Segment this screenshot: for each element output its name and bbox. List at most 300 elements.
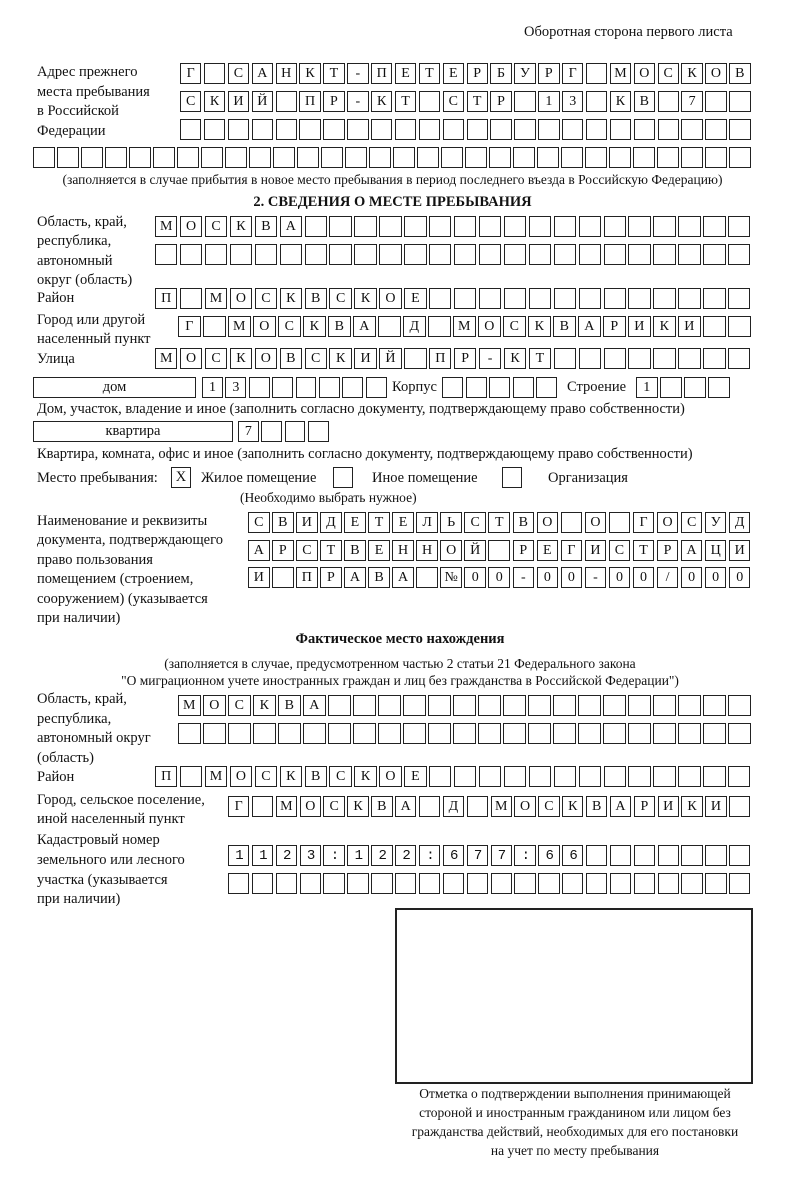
char-cell[interactable]: К <box>681 63 702 84</box>
char-cell[interactable]: М <box>155 348 177 369</box>
char-cell[interactable]: Р <box>490 91 511 112</box>
char-cell[interactable] <box>703 766 725 787</box>
char-cell[interactable] <box>703 348 725 369</box>
char-cell[interactable]: Т <box>467 91 488 112</box>
char-cell[interactable]: О <box>634 63 655 84</box>
char-cell[interactable] <box>285 421 306 442</box>
char-cell[interactable] <box>299 119 320 140</box>
char-cell[interactable] <box>578 695 601 716</box>
char-cell[interactable]: 7 <box>238 421 259 442</box>
char-cell[interactable]: Д <box>729 512 751 533</box>
char-cell[interactable] <box>579 216 601 237</box>
char-cell[interactable] <box>228 723 251 744</box>
char-cell[interactable] <box>554 766 576 787</box>
char-cell[interactable]: К <box>347 796 368 817</box>
char-cell[interactable] <box>369 147 391 168</box>
char-cell[interactable] <box>81 147 103 168</box>
char-cell[interactable]: М <box>205 766 227 787</box>
char-cell[interactable] <box>604 244 626 265</box>
char-cell[interactable] <box>441 147 463 168</box>
char-cell[interactable] <box>628 695 651 716</box>
char-cell[interactable]: П <box>296 567 318 588</box>
char-cell[interactable] <box>323 119 344 140</box>
char-cell[interactable] <box>273 147 295 168</box>
char-cell[interactable]: И <box>296 512 318 533</box>
char-cell[interactable] <box>467 873 488 894</box>
char-cell[interactable] <box>504 766 526 787</box>
char-cell[interactable]: У <box>705 512 727 533</box>
char-cell[interactable] <box>442 377 463 398</box>
char-cell[interactable] <box>657 147 679 168</box>
char-cell[interactable]: К <box>204 91 225 112</box>
char-cell[interactable] <box>653 723 676 744</box>
char-cell[interactable] <box>419 873 440 894</box>
char-cell[interactable] <box>296 377 317 398</box>
char-cell[interactable] <box>653 695 676 716</box>
char-cell[interactable]: Е <box>368 540 390 561</box>
char-cell[interactable] <box>604 766 626 787</box>
char-cell[interactable]: К <box>253 695 276 716</box>
char-cell[interactable] <box>261 421 282 442</box>
char-cell[interactable] <box>529 766 551 787</box>
char-cell[interactable] <box>428 723 451 744</box>
char-cell[interactable]: И <box>678 316 701 337</box>
char-cell[interactable] <box>129 147 151 168</box>
char-cell[interactable]: М <box>155 216 177 237</box>
char-cell[interactable] <box>728 723 751 744</box>
stay-checkbox-residential[interactable]: X <box>171 467 191 488</box>
char-cell[interactable] <box>628 244 650 265</box>
char-cell[interactable] <box>429 766 451 787</box>
char-cell[interactable] <box>429 216 451 237</box>
char-cell[interactable]: С <box>681 512 703 533</box>
char-cell[interactable]: В <box>553 316 576 337</box>
char-cell[interactable] <box>536 377 557 398</box>
char-cell[interactable] <box>395 119 416 140</box>
char-cell[interactable]: Р <box>513 540 535 561</box>
char-cell[interactable]: 0 <box>633 567 655 588</box>
char-cell[interactable]: В <box>729 63 750 84</box>
char-cell[interactable] <box>529 216 551 237</box>
char-cell[interactable]: К <box>562 796 583 817</box>
char-cell[interactable]: С <box>205 348 227 369</box>
char-cell[interactable] <box>653 348 675 369</box>
char-cell[interactable]: К <box>280 766 302 787</box>
char-cell[interactable]: Р <box>657 540 679 561</box>
char-cell[interactable]: И <box>658 796 679 817</box>
char-cell[interactable]: Т <box>633 540 655 561</box>
char-cell[interactable] <box>681 873 702 894</box>
char-cell[interactable] <box>653 244 675 265</box>
char-cell[interactable]: Е <box>392 512 414 533</box>
char-cell[interactable]: О <box>180 348 202 369</box>
char-cell[interactable] <box>504 216 526 237</box>
char-cell[interactable] <box>703 316 726 337</box>
char-cell[interactable] <box>579 288 601 309</box>
char-cell[interactable]: В <box>272 512 294 533</box>
char-cell[interactable]: Р <box>272 540 294 561</box>
char-cell[interactable] <box>681 119 702 140</box>
char-cell[interactable]: Г <box>562 63 583 84</box>
char-cell[interactable] <box>454 288 476 309</box>
char-cell[interactable] <box>403 723 426 744</box>
char-cell[interactable] <box>553 723 576 744</box>
char-cell[interactable] <box>228 119 249 140</box>
char-cell[interactable] <box>703 288 725 309</box>
char-cell[interactable]: Т <box>320 540 342 561</box>
char-cell[interactable] <box>728 244 750 265</box>
char-cell[interactable] <box>504 244 526 265</box>
char-cell[interactable]: Н <box>416 540 438 561</box>
char-cell[interactable]: Й <box>252 91 273 112</box>
char-cell[interactable]: К <box>528 316 551 337</box>
char-cell[interactable]: Е <box>404 766 426 787</box>
char-cell[interactable] <box>705 91 726 112</box>
char-cell[interactable] <box>454 244 476 265</box>
char-cell[interactable]: Т <box>395 91 416 112</box>
char-cell[interactable] <box>513 147 535 168</box>
char-cell[interactable]: - <box>585 567 607 588</box>
char-cell[interactable]: Г <box>561 540 583 561</box>
char-cell[interactable] <box>428 695 451 716</box>
char-cell[interactable] <box>579 244 601 265</box>
char-cell[interactable] <box>529 244 551 265</box>
char-cell[interactable]: М <box>276 796 297 817</box>
char-cell[interactable]: А <box>252 63 273 84</box>
char-cell[interactable] <box>703 723 726 744</box>
char-cell[interactable]: 0 <box>488 567 510 588</box>
char-cell[interactable]: С <box>248 512 270 533</box>
char-cell[interactable] <box>554 288 576 309</box>
char-cell[interactable] <box>514 91 535 112</box>
char-cell[interactable] <box>453 723 476 744</box>
char-cell[interactable]: Е <box>404 288 426 309</box>
char-cell[interactable] <box>503 723 526 744</box>
char-cell[interactable] <box>586 873 607 894</box>
char-cell[interactable]: С <box>503 316 526 337</box>
char-cell[interactable]: К <box>504 348 526 369</box>
char-cell[interactable] <box>252 119 273 140</box>
char-cell[interactable] <box>33 147 55 168</box>
char-cell[interactable] <box>705 147 727 168</box>
stay-checkbox-other[interactable] <box>333 467 353 488</box>
char-cell[interactable]: О <box>657 512 679 533</box>
char-cell[interactable]: О <box>255 348 277 369</box>
char-cell[interactable] <box>478 723 501 744</box>
char-cell[interactable] <box>528 695 551 716</box>
char-cell[interactable]: В <box>255 216 277 237</box>
char-cell[interactable]: О <box>230 766 252 787</box>
char-cell[interactable] <box>610 873 631 894</box>
char-cell[interactable]: Д <box>443 796 464 817</box>
char-cell[interactable] <box>528 723 551 744</box>
char-cell[interactable] <box>604 216 626 237</box>
char-cell[interactable]: П <box>299 91 320 112</box>
char-cell[interactable]: В <box>328 316 351 337</box>
char-cell[interactable]: А <box>303 695 326 716</box>
char-cell[interactable] <box>479 244 501 265</box>
char-cell[interactable] <box>728 766 750 787</box>
char-cell[interactable]: Т <box>488 512 510 533</box>
char-cell[interactable] <box>201 147 223 168</box>
char-cell[interactable] <box>586 91 607 112</box>
char-cell[interactable]: 0 <box>464 567 486 588</box>
char-cell[interactable]: К <box>610 91 631 112</box>
char-cell[interactable] <box>586 119 607 140</box>
char-cell[interactable] <box>255 244 277 265</box>
char-cell[interactable]: В <box>368 567 390 588</box>
char-cell[interactable] <box>371 873 392 894</box>
char-cell[interactable]: Е <box>344 512 366 533</box>
char-cell[interactable] <box>729 873 750 894</box>
char-cell[interactable]: К <box>354 766 376 787</box>
char-cell[interactable]: И <box>228 91 249 112</box>
char-cell[interactable] <box>393 147 415 168</box>
char-cell[interactable] <box>300 873 321 894</box>
char-cell[interactable] <box>428 316 451 337</box>
char-cell[interactable]: М <box>178 695 201 716</box>
char-cell[interactable] <box>278 723 301 744</box>
char-cell[interactable]: Е <box>537 540 559 561</box>
char-cell[interactable] <box>678 723 701 744</box>
char-cell[interactable] <box>205 244 227 265</box>
char-cell[interactable]: В <box>513 512 535 533</box>
char-cell[interactable]: Т <box>529 348 551 369</box>
char-cell[interactable]: М <box>453 316 476 337</box>
char-cell[interactable] <box>321 147 343 168</box>
char-cell[interactable]: П <box>429 348 451 369</box>
char-cell[interactable] <box>252 796 273 817</box>
char-cell[interactable] <box>308 421 329 442</box>
char-cell[interactable] <box>603 723 626 744</box>
char-cell[interactable]: / <box>657 567 679 588</box>
char-cell[interactable] <box>513 377 534 398</box>
char-cell[interactable]: С <box>180 91 201 112</box>
char-cell[interactable]: В <box>344 540 366 561</box>
char-cell[interactable] <box>328 695 351 716</box>
char-cell[interactable]: 3 <box>562 91 583 112</box>
char-cell[interactable] <box>228 873 249 894</box>
char-cell[interactable]: Н <box>276 63 297 84</box>
char-cell[interactable]: С <box>323 796 344 817</box>
char-cell[interactable] <box>272 377 293 398</box>
char-cell[interactable] <box>253 723 276 744</box>
char-cell[interactable] <box>329 216 351 237</box>
char-cell[interactable]: О <box>514 796 535 817</box>
char-cell[interactable] <box>604 348 626 369</box>
char-cell[interactable] <box>653 766 675 787</box>
char-cell[interactable] <box>319 377 340 398</box>
char-cell[interactable] <box>609 147 631 168</box>
char-cell[interactable]: А <box>610 796 631 817</box>
char-cell[interactable] <box>610 119 631 140</box>
char-cell[interactable] <box>57 147 79 168</box>
char-cell[interactable]: В <box>371 796 392 817</box>
char-cell[interactable]: С <box>329 766 351 787</box>
char-cell[interactable]: А <box>353 316 376 337</box>
char-cell[interactable] <box>554 216 576 237</box>
char-cell[interactable]: Й <box>379 348 401 369</box>
char-cell[interactable]: В <box>305 766 327 787</box>
char-cell[interactable] <box>578 723 601 744</box>
char-cell[interactable] <box>443 873 464 894</box>
char-cell[interactable] <box>561 512 583 533</box>
char-cell[interactable] <box>204 119 225 140</box>
char-cell[interactable]: - <box>347 63 368 84</box>
char-cell[interactable]: О <box>537 512 559 533</box>
char-cell[interactable] <box>454 766 476 787</box>
char-cell[interactable]: Р <box>320 567 342 588</box>
char-cell[interactable]: В <box>305 288 327 309</box>
char-cell[interactable] <box>371 119 392 140</box>
char-cell[interactable] <box>579 348 601 369</box>
char-cell[interactable]: 0 <box>609 567 631 588</box>
char-cell[interactable] <box>489 147 511 168</box>
char-cell[interactable]: Р <box>467 63 488 84</box>
char-cell[interactable] <box>280 244 302 265</box>
char-cell[interactable] <box>562 873 583 894</box>
char-cell[interactable] <box>660 377 682 398</box>
char-cell[interactable]: Е <box>443 63 464 84</box>
char-cell[interactable] <box>491 873 512 894</box>
char-cell[interactable] <box>658 91 679 112</box>
char-cell[interactable]: М <box>228 316 251 337</box>
char-cell[interactable]: И <box>729 540 751 561</box>
char-cell[interactable] <box>678 216 700 237</box>
char-cell[interactable]: 1 <box>538 91 559 112</box>
char-cell[interactable]: А <box>681 540 703 561</box>
char-cell[interactable] <box>419 91 440 112</box>
char-cell[interactable] <box>554 244 576 265</box>
char-cell[interactable] <box>628 348 650 369</box>
char-cell[interactable] <box>503 695 526 716</box>
char-cell[interactable] <box>479 288 501 309</box>
char-cell[interactable]: Г <box>180 63 201 84</box>
char-cell[interactable] <box>633 147 655 168</box>
char-cell[interactable] <box>323 873 344 894</box>
char-cell[interactable]: А <box>344 567 366 588</box>
char-cell[interactable]: Р <box>454 348 476 369</box>
char-cell[interactable]: В <box>586 796 607 817</box>
char-cell[interactable]: С <box>443 91 464 112</box>
char-cell[interactable]: В <box>634 91 655 112</box>
char-cell[interactable]: С <box>658 63 679 84</box>
char-cell[interactable]: Т <box>368 512 390 533</box>
char-cell[interactable]: А <box>392 567 414 588</box>
char-cell[interactable] <box>177 147 199 168</box>
char-cell[interactable] <box>678 288 700 309</box>
char-cell[interactable] <box>328 723 351 744</box>
char-cell[interactable]: К <box>230 348 252 369</box>
char-cell[interactable]: Т <box>419 63 440 84</box>
char-cell[interactable] <box>678 244 700 265</box>
char-cell[interactable]: Г <box>633 512 655 533</box>
char-cell[interactable]: О <box>230 288 252 309</box>
char-cell[interactable]: О <box>379 766 401 787</box>
char-cell[interactable]: Б <box>490 63 511 84</box>
char-cell[interactable] <box>345 147 367 168</box>
char-cell[interactable] <box>658 873 679 894</box>
char-cell[interactable]: С <box>278 316 301 337</box>
char-cell[interactable]: - <box>513 567 535 588</box>
char-cell[interactable] <box>729 796 750 817</box>
char-cell[interactable] <box>276 873 297 894</box>
char-cell[interactable]: О <box>705 63 726 84</box>
char-cell[interactable] <box>305 216 327 237</box>
char-cell[interactable] <box>404 348 426 369</box>
char-cell[interactable] <box>586 63 607 84</box>
char-cell[interactable] <box>305 244 327 265</box>
char-cell[interactable]: К <box>280 288 302 309</box>
char-cell[interactable] <box>628 766 650 787</box>
char-cell[interactable] <box>634 119 655 140</box>
char-cell[interactable] <box>728 348 750 369</box>
char-cell[interactable] <box>329 244 351 265</box>
char-cell[interactable] <box>681 147 703 168</box>
char-cell[interactable] <box>728 216 750 237</box>
flat-type-field[interactable]: квартира <box>33 421 233 442</box>
char-cell[interactable]: С <box>228 695 251 716</box>
char-cell[interactable] <box>347 119 368 140</box>
char-cell[interactable] <box>379 244 401 265</box>
char-cell[interactable]: П <box>155 766 177 787</box>
char-cell[interactable] <box>703 695 726 716</box>
char-cell[interactable]: К <box>329 348 351 369</box>
char-cell[interactable] <box>203 723 226 744</box>
char-cell[interactable]: М <box>610 63 631 84</box>
char-cell[interactable]: Й <box>464 540 486 561</box>
char-cell[interactable]: К <box>303 316 326 337</box>
char-cell[interactable] <box>604 288 626 309</box>
char-cell[interactable] <box>252 873 273 894</box>
char-cell[interactable]: - <box>479 348 501 369</box>
char-cell[interactable] <box>728 695 751 716</box>
char-cell[interactable]: М <box>205 288 227 309</box>
char-cell[interactable] <box>554 348 576 369</box>
char-cell[interactable]: Л <box>416 512 438 533</box>
stay-checkbox-organization[interactable] <box>502 467 522 488</box>
char-cell[interactable] <box>180 244 202 265</box>
char-cell[interactable] <box>204 63 225 84</box>
char-cell[interactable]: М <box>491 796 512 817</box>
char-cell[interactable] <box>628 723 651 744</box>
char-cell[interactable]: О <box>253 316 276 337</box>
char-cell[interactable] <box>504 288 526 309</box>
char-cell[interactable] <box>529 288 551 309</box>
char-cell[interactable] <box>353 695 376 716</box>
char-cell[interactable]: О <box>585 512 607 533</box>
char-cell[interactable] <box>153 147 175 168</box>
char-cell[interactable] <box>579 766 601 787</box>
char-cell[interactable] <box>404 216 426 237</box>
char-cell[interactable] <box>538 873 559 894</box>
char-cell[interactable] <box>488 540 510 561</box>
char-cell[interactable] <box>353 723 376 744</box>
char-cell[interactable] <box>429 288 451 309</box>
char-cell[interactable] <box>467 119 488 140</box>
char-cell[interactable] <box>417 147 439 168</box>
char-cell[interactable] <box>443 119 464 140</box>
char-cell[interactable]: 0 <box>561 567 583 588</box>
char-cell[interactable] <box>703 216 725 237</box>
char-cell[interactable] <box>479 216 501 237</box>
char-cell[interactable]: 7 <box>681 91 702 112</box>
char-cell[interactable] <box>419 796 440 817</box>
char-cell[interactable] <box>230 244 252 265</box>
char-cell[interactable] <box>155 244 177 265</box>
char-cell[interactable]: С <box>255 766 277 787</box>
char-cell[interactable]: О <box>379 288 401 309</box>
